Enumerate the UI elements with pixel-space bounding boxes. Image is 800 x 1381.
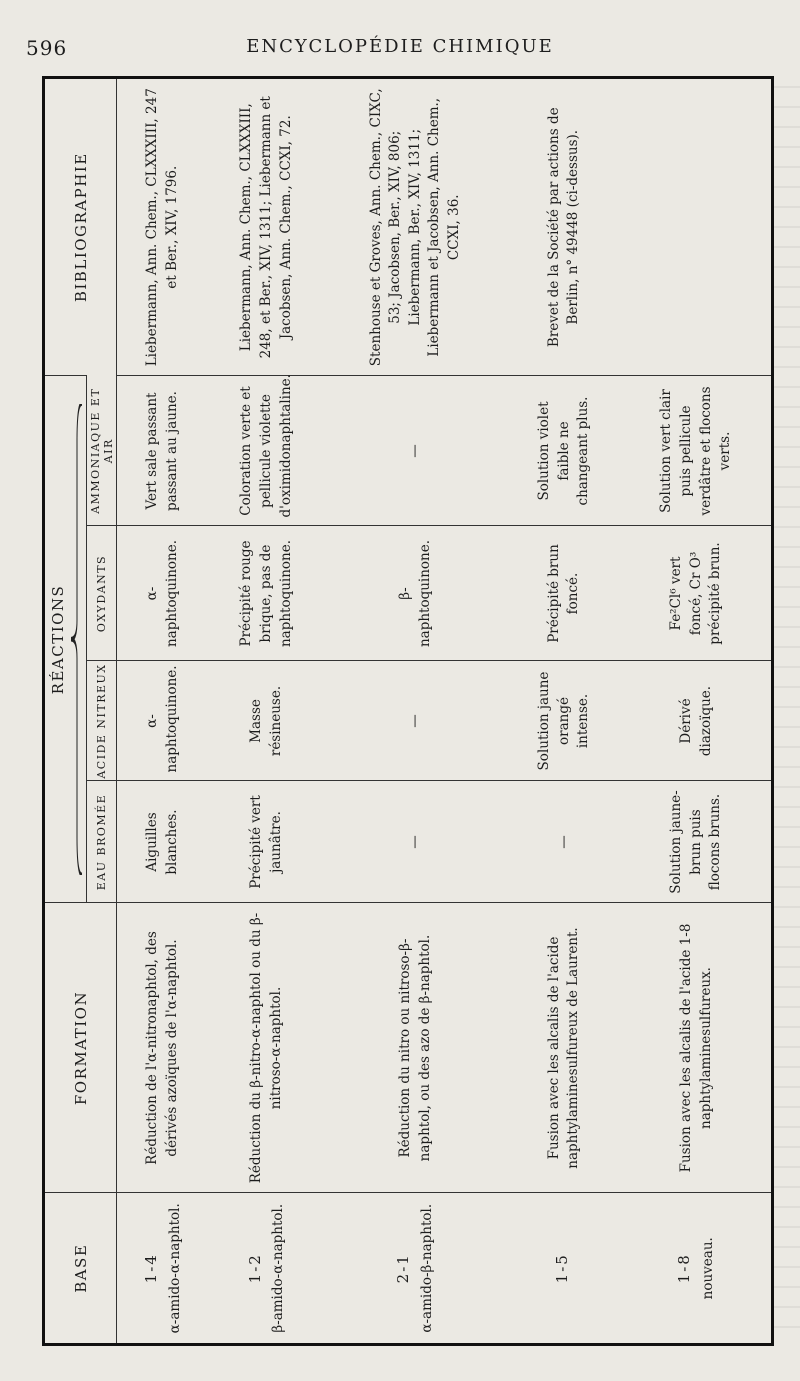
eau-bromee-cell: — <box>325 781 507 903</box>
base-name: α-amido-α-naphtol. <box>166 1203 183 1334</box>
base-cell <box>506 1193 622 1343</box>
header-base: BASE <box>45 1193 117 1343</box>
acide-nitreux-cell: Solution jaune orangé intense. <box>506 661 622 781</box>
header-acide-nitreux: ACIDE NITREUX <box>87 661 117 781</box>
base-name: β-amido-α-naphtol. <box>270 1203 287 1333</box>
table-row <box>325 79 507 1343</box>
table-row <box>209 79 325 1343</box>
page-header <box>0 30 800 64</box>
base-cell <box>117 1193 209 1343</box>
formation-cell: Réduction du β-nitro-α-naphtol ou du β-nitroso-α-naphtol. <box>209 903 325 1193</box>
position-label: 1-8 <box>675 1253 694 1284</box>
header-reactions: RÉACTIONS <box>49 584 67 695</box>
position-label: 1-2 <box>245 1253 264 1284</box>
bibliographie-cell: Stenhouse et Groves, Ann. Chem., CIXC, 53; Jacobsen, Ber., XIV, 806; Liebermann, Ber., XIV, 1311; Liebermann et Jacobsen, Ann. Chem., CCXI, 36. <box>367 88 462 367</box>
ammoniaque-cell: Solution violet faible ne changeant plus. <box>506 376 622 526</box>
reactions-brace-icon <box>71 404 83 876</box>
header-ammoniaque: AMMONIAQUE ET AIR <box>87 376 117 526</box>
eau-bromee-cell: Précipité vert jaunâtre. <box>209 781 325 903</box>
acide-nitreux-cell: Dérivé diazoïque. <box>622 661 771 781</box>
ammoniaque-cell: — <box>325 376 507 526</box>
oxydants-cell: α-naphtoquinone. <box>117 526 209 661</box>
bibliographie-cell <box>622 79 771 376</box>
formation-cell: Fusion avec les alcalis de l'acide 1-8 naphtylaminesulfureux. <box>622 903 771 1193</box>
acide-nitreux-cell: α-naphtoquinone. <box>117 661 209 781</box>
header-bibliographie: BIBLIOGRAPHIE <box>45 79 117 376</box>
eau-bromee-cell: Aiguilles blanches. <box>117 781 209 903</box>
eau-bromee-cell: — <box>506 781 622 903</box>
ammoniaque-cell: Coloration verte et pellicule violette d'oximidonaphtaline. <box>209 376 325 526</box>
base-name: α-amido-β-naphtol. <box>419 1203 436 1333</box>
base-name: nouveau. <box>700 1237 717 1300</box>
formation-cell: Réduction du nitro ou nitroso-β-naphtol, ou des azo de β-naphtol. <box>325 903 507 1193</box>
position-label: 1-4 <box>141 1253 160 1284</box>
ammoniaque-cell: Vert sale passant passant au jaune. <box>117 376 209 526</box>
ammoniaque-cell: Solution vert clair puis pellicule verdâtre et flocons verts. <box>622 376 771 526</box>
oxydants-cell: Précipité brun foncé. <box>506 526 622 661</box>
formation-cell: Fusion avec les alcalis de l'acide naphtylaminesulfureux de Laurent. <box>506 903 622 1193</box>
formation-cell: Réduction de l'α-nitronaphtol, des dérivés azoïques de l'α-naphtol. <box>117 903 209 1193</box>
position-label: 1-5 <box>552 1253 571 1284</box>
base-cell <box>209 1193 325 1343</box>
position-label: 2-1 <box>394 1253 413 1284</box>
header-reactions-group <box>45 376 87 903</box>
header-eau-bromee: EAU BROMÉE <box>87 781 117 903</box>
acide-nitreux-cell: — <box>325 661 507 781</box>
running-title: ENCYCLOPÉDIE CHIMIQUE <box>246 36 554 57</box>
oxydants-cell: Fe²Cl⁶ vert foncé, Cr O³ précipité brun. <box>622 526 771 661</box>
eau-bromee-cell: Solution jaune-brun puis flocons bruns. <box>622 781 771 903</box>
header-oxydants: OXYDANTS <box>87 526 117 661</box>
oxydants-cell: β-naphtoquinone. <box>325 526 507 661</box>
bibliographie-cell: Brevet de la Société par actions de Berlin, n° 49448 (ci-dessus). <box>545 107 582 348</box>
header-formation: FORMATION <box>45 903 117 1193</box>
bibliographie-cell: Liebermann, Ann. Chem., CLXXXIII, 248, et Ber., XIV, 1311; Liebermann et Jacobsen, Ann. Chem., CCXI, 72. <box>238 96 294 359</box>
base-cell <box>325 1193 507 1343</box>
page-number: 596 <box>26 36 68 60</box>
base-cell <box>622 1193 771 1343</box>
table-row <box>622 79 771 1343</box>
bibliographie-cell: Liebermann, Ann. Chem., CLXXXIII, 247 et Ber., XIV, 1796. <box>144 88 180 367</box>
rotated-table-container <box>45 79 771 1343</box>
facing-page-bleed <box>774 76 800 1346</box>
acide-nitreux-cell: Masse résineuse. <box>209 661 325 781</box>
table-row <box>117 79 209 1343</box>
oxydants-cell: Précipité rouge brique, pas de naphtoquinone. <box>209 526 325 661</box>
table-row <box>506 79 622 1343</box>
naphtol-amines-table <box>45 79 771 1343</box>
